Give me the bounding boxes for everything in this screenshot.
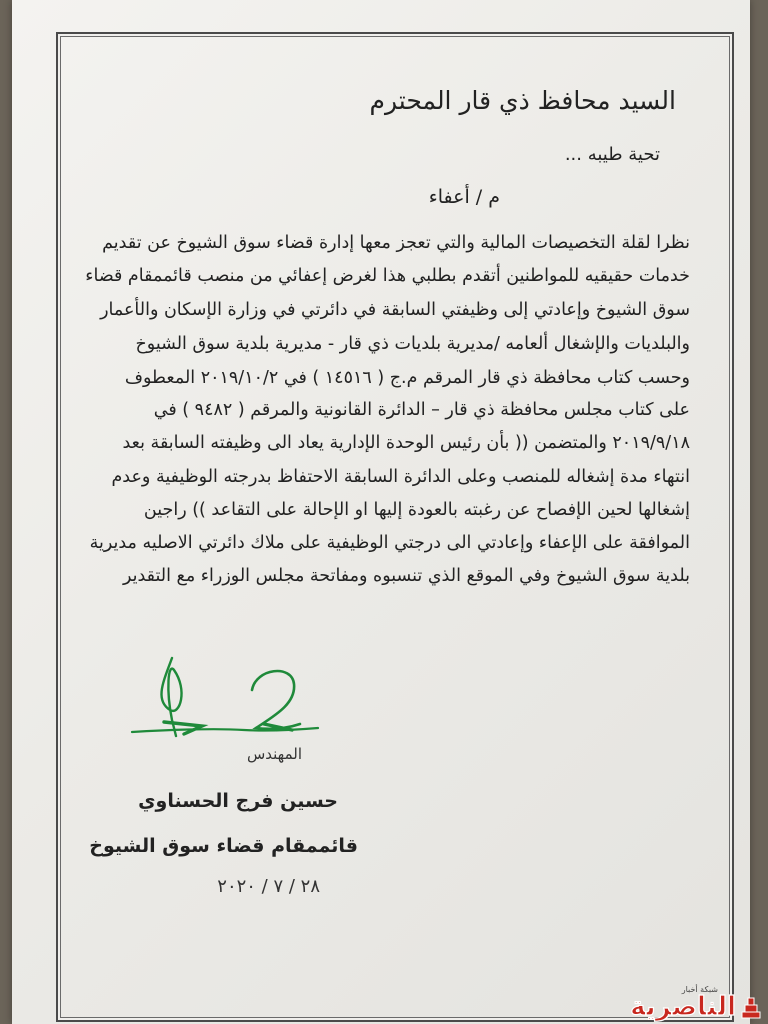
handwritten-signature [124,650,324,750]
body-line: إشغالها لحين الإفصاح عن رغبته بالعودة إليها او الإحالة على التقاعد )) راجين [143,500,690,520]
body-line: سوق الشيوخ وإعادتي إلى وظيفتي السابقة في دائرتي في وزارة الإسكان والأعمار [100,300,690,320]
body-line: انتهاء مدة إشغاله للمنصب وعلى الدائرة السابقة الاحتفاظ بدرجته الوظيفية وعدم [111,467,690,487]
body-line: نظرا لقلة التخصيصات المالية والتي تعجز معها إدارة قضاء سوق الشيوخ عن تقديم [102,233,690,253]
watermark-name: الناصرية [630,992,736,1022]
body-line: والبلديات والإشغال ألعامه /مديرية بلديات ذي قار - مديرية بلدية سوق الشيوخ [135,334,690,354]
ziggurat-icon [740,994,762,1020]
signer-name: حسين فرج الحسناوي [138,790,338,812]
signer-title: المهندس [246,745,302,763]
body-line: وحسب كتاب محافظة ذي قار المرقم م.ج ( ١٤٥١٦ ) في ٢٠١٩/١٠/٢ المعطوف [124,368,690,388]
body-line: ٢٠١٩/٩/١٨ والمتضمن (( بأن رئيس الوحدة الإدارية يعاد الى وظيفته السابقة بعد [122,433,690,453]
body-line: الموافقة على الإعفاء وإعادتي الى درجتي الوظيفية على ملاك دائرتي الاصليه مديرية [89,533,690,553]
body-line: على كتاب مجلس محافظة ذي قار – الدائرة القانونية والمرقم ( ٩٤٨٢ ) في [153,400,690,420]
letter-date: ٢٨ / ٧ / ٢٠٢٠ [217,876,320,897]
page-border [56,32,734,1022]
subject-line: م / أعفاء [428,186,500,208]
greeting-line: تحية طيبه ... [564,144,660,165]
watermark-tagline: شبكة أخبار [681,985,718,994]
signer-position: قائممقام قضاء سوق الشيوخ [89,835,358,857]
letter-sheet [12,0,750,1024]
watermark-logo [630,994,762,1020]
body-line: خدمات حقيقيه للمواطنين أتقدم بطلبي هذا لغرض إعفائي من منصب قائممقام قضاء [85,266,690,286]
body-line: بلدية سوق الشيوخ وفي الموقع الذي تنسبوه ومفاتحة مجلس الوزراء مع التقدير [122,566,690,586]
addressee-line: السيد محافظ ذي قار المحترم [369,86,676,115]
